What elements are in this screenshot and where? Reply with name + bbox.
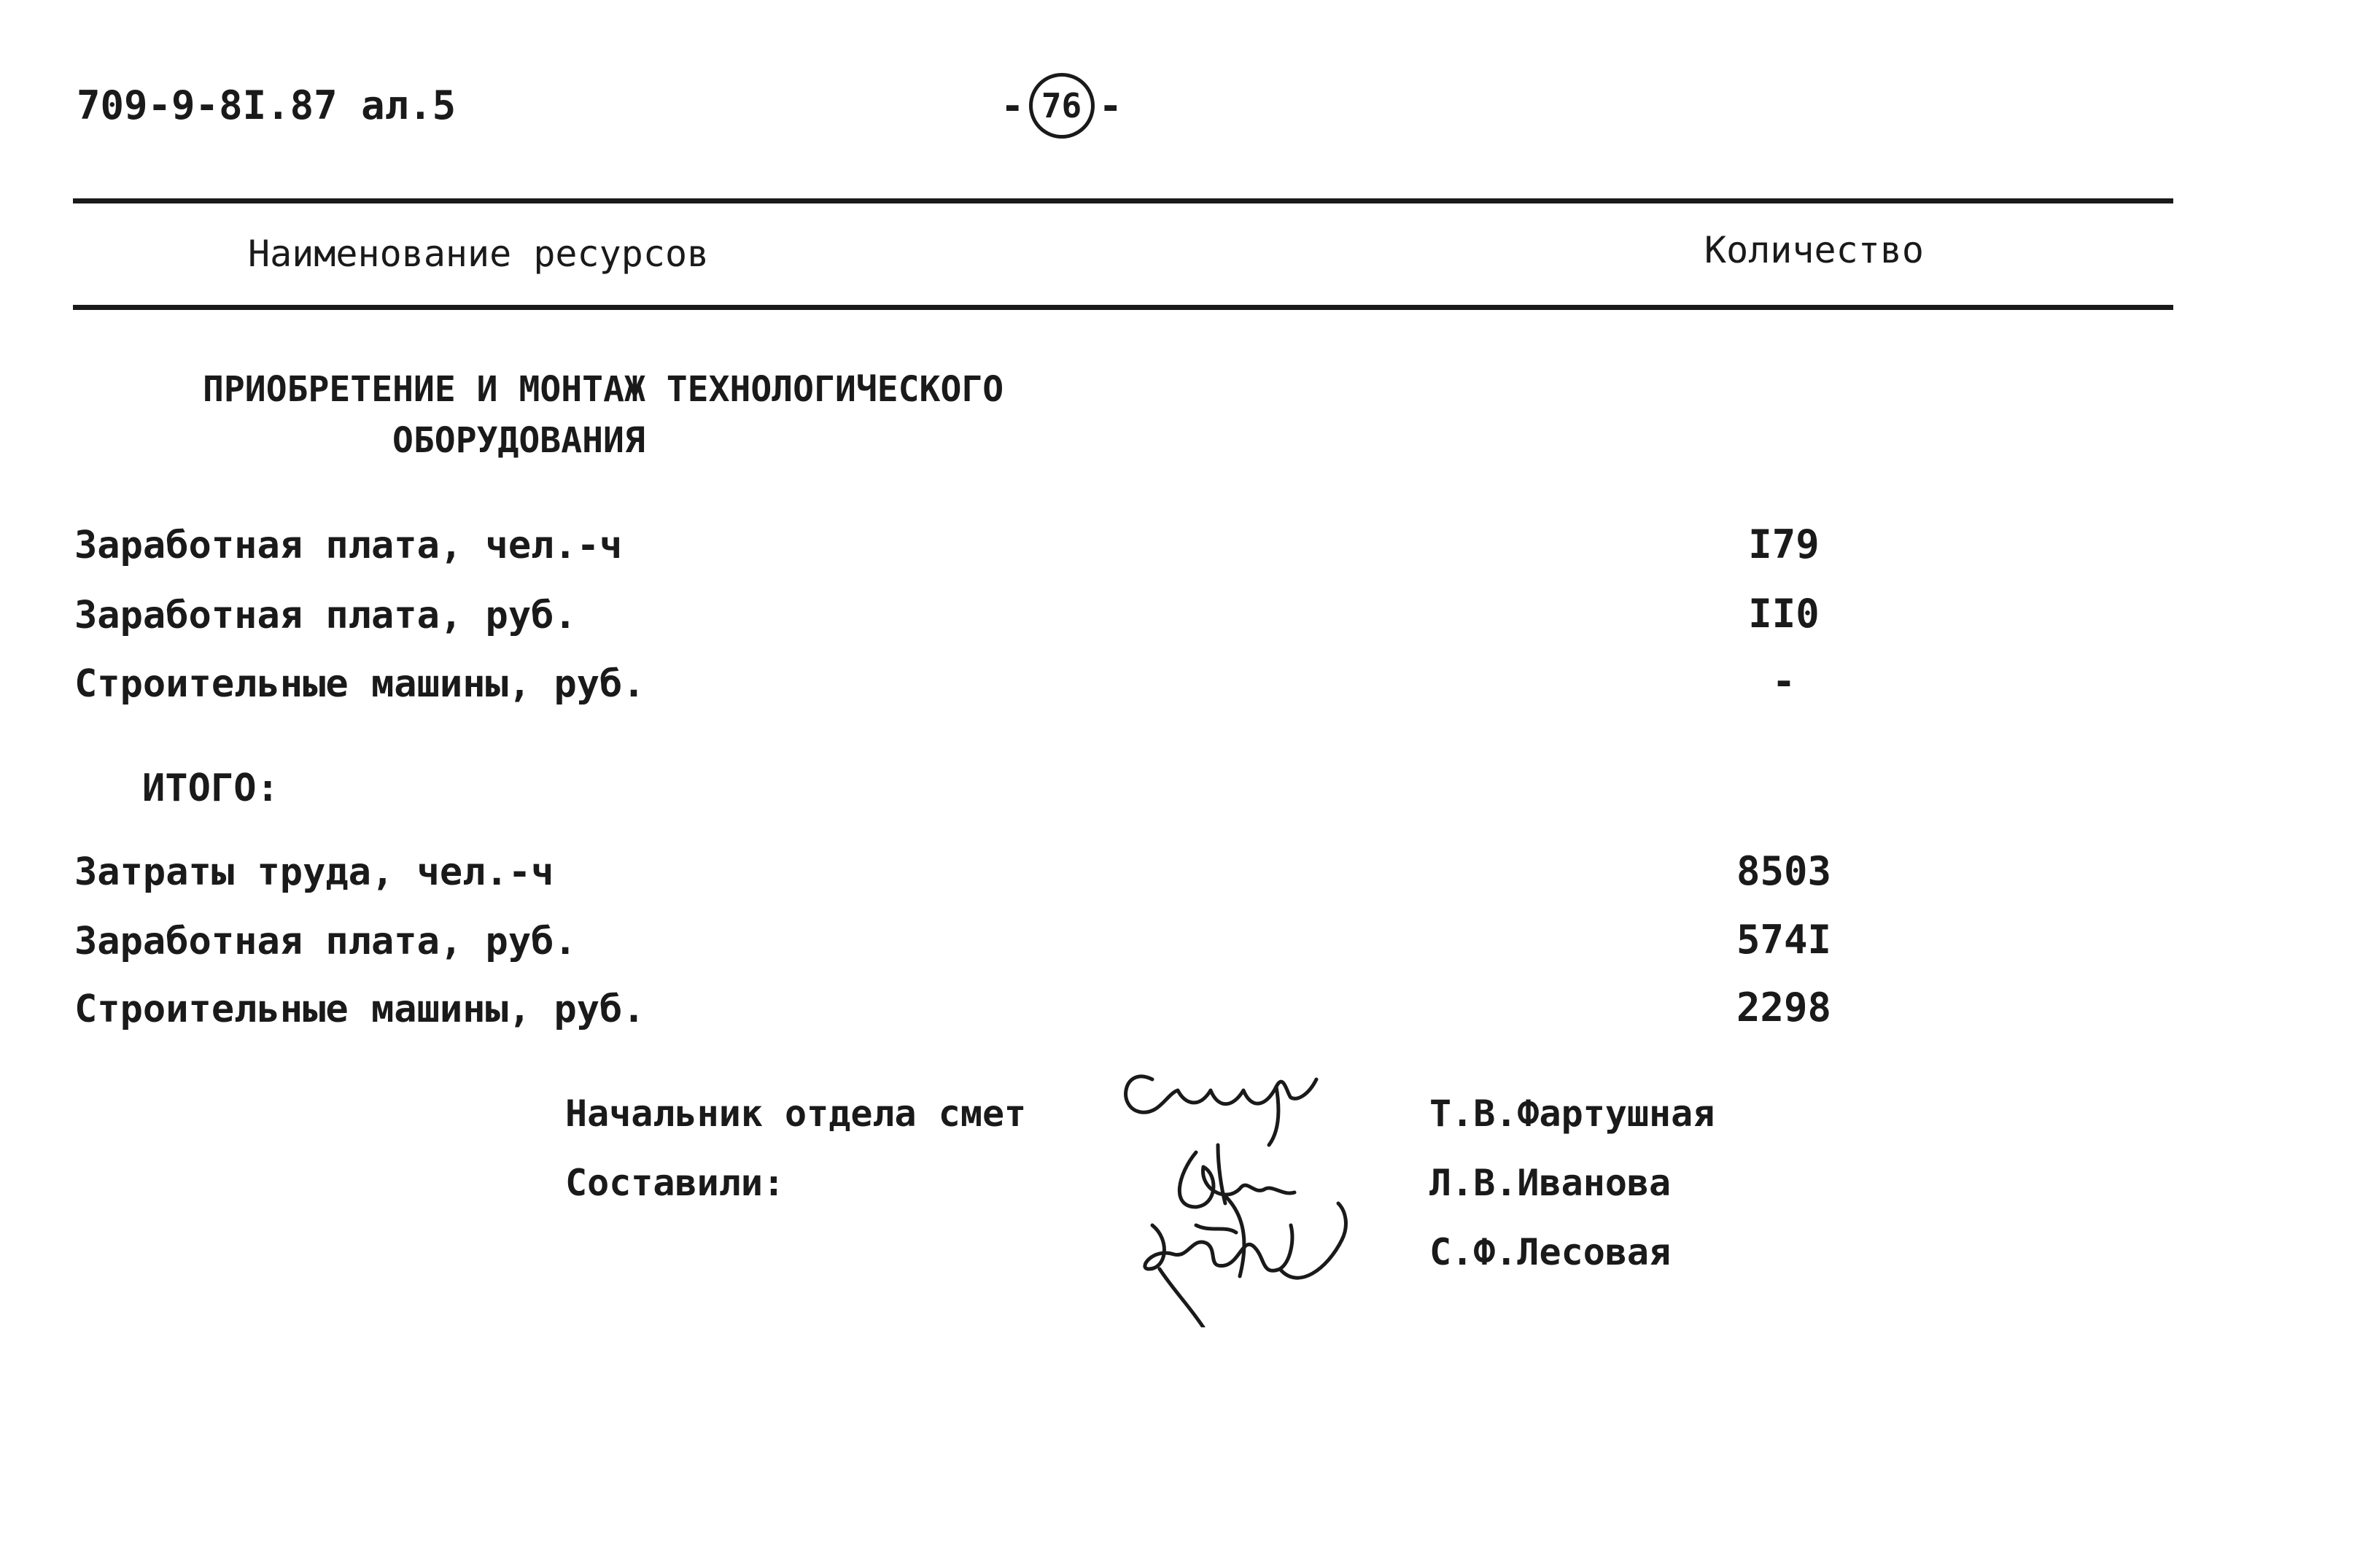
page-dash-left: - — [1001, 82, 1025, 129]
handwritten-signatures — [1109, 1050, 1415, 1327]
section-row-value: II0 — [1748, 591, 1820, 637]
total-row-value: 574I — [1736, 917, 1832, 963]
compilers-role-label: Составили: — [565, 1162, 785, 1204]
section-row-label: Строительные машины, руб. — [74, 662, 645, 706]
total-row-value: 8503 — [1736, 848, 1832, 894]
column-header-resources: Наименование ресурсов — [248, 233, 710, 275]
section-title-line1: ПРИОБРЕТЕНИЕ И МОНТАЖ ТЕХНОЛОГИЧЕСКОГО — [203, 369, 1004, 410]
signer-name: Т.В.Фартушная — [1429, 1092, 1715, 1135]
table-header-rule — [73, 305, 2173, 310]
total-row-label: Строительные машины, руб. — [74, 987, 645, 1031]
page-dash-right: - — [1098, 82, 1123, 129]
doc-code: 709-9-8I.87 ал.5 — [77, 82, 457, 128]
section-row-value: I79 — [1748, 521, 1820, 567]
section-row-label: Заработная плата, руб. — [74, 594, 577, 637]
page-number-circle — [1029, 73, 1095, 139]
signer-name: Л.В.Иванова — [1429, 1162, 1672, 1204]
section-row-label: Заработная плата, чел.-ч — [74, 524, 623, 567]
column-header-quantity: Количество — [1704, 229, 1925, 271]
page-number-value: 76 — [1041, 86, 1082, 125]
section-row-value: - — [1771, 659, 1796, 705]
section-title-line2: ОБОРУДОВАНИЯ — [392, 420, 645, 461]
signer-name: С.Ф.Лесовая — [1429, 1231, 1672, 1273]
total-title: ИТОГО: — [142, 766, 279, 810]
page-number — [1001, 73, 1122, 139]
head-role-label: Начальник отдела смет — [565, 1092, 1027, 1135]
total-row-value: 2298 — [1736, 985, 1832, 1031]
total-row-label: Заработная плата, руб. — [74, 920, 577, 963]
total-row-label: Затраты труда, чел.-ч — [74, 850, 554, 894]
table-top-rule — [73, 198, 2173, 203]
